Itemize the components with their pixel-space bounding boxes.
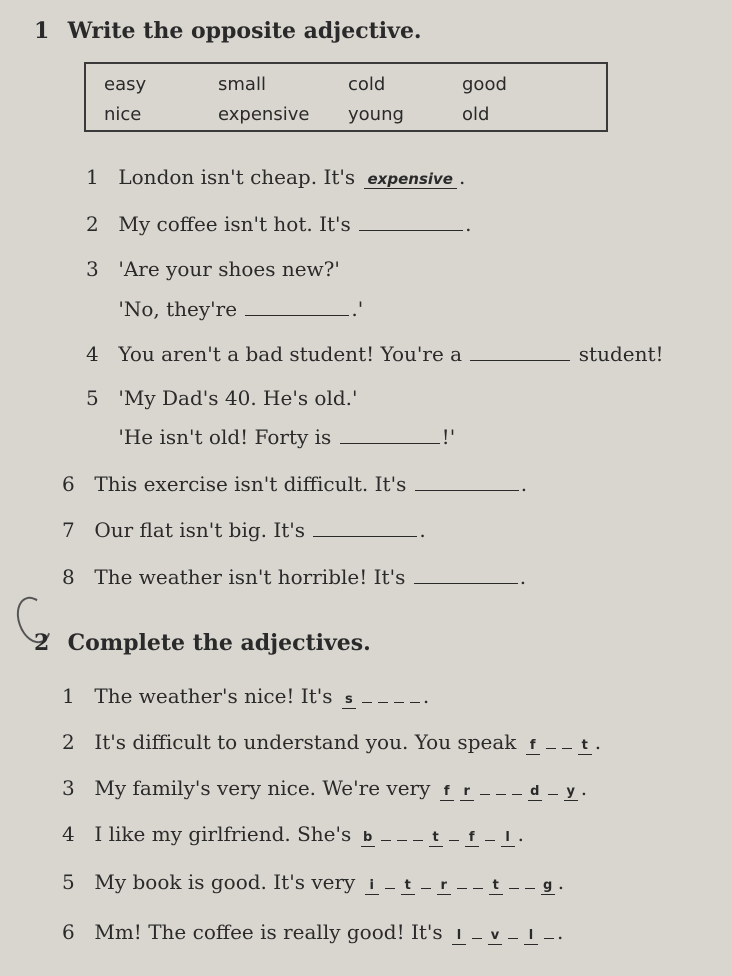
item-number: 1: [86, 165, 99, 189]
word-box-item: cold: [348, 74, 386, 95]
item-number: 3: [86, 257, 99, 281]
item-end: .: [458, 165, 466, 189]
word-box-item: easy: [104, 74, 147, 95]
ex2-item-4: [62, 822, 524, 847]
item-text: You aren't a bad student! You're a: [118, 342, 463, 366]
ex1-item-3a: [86, 257, 340, 281]
letter-hint[interactable]: t: [489, 878, 503, 895]
ex1-item-3b: [86, 297, 363, 321]
ex1-item-4: [86, 342, 664, 366]
item-number: 6: [62, 920, 75, 944]
item-text: London isn't cheap. It's: [118, 165, 356, 189]
letter-hint[interactable]: t: [429, 830, 443, 847]
letter-blank[interactable]: [473, 874, 483, 889]
item-number: 4: [62, 822, 75, 846]
letter-pattern[interactable]: [437, 776, 581, 800]
exercise-1-number: 1: [34, 18, 50, 44]
letter-blank[interactable]: [410, 688, 420, 703]
item-end: .': [351, 297, 364, 321]
answer-blank[interactable]: [359, 212, 463, 231]
letter-pattern[interactable]: [523, 730, 595, 754]
letter-blank[interactable]: [496, 780, 506, 795]
letter-blank[interactable]: [457, 874, 467, 889]
exercise-1-heading: [34, 18, 422, 44]
letter-blank[interactable]: [378, 688, 388, 703]
letter-blank[interactable]: [362, 688, 372, 703]
letter-blank[interactable]: [472, 924, 482, 939]
letter-hint[interactable]: r: [460, 784, 474, 801]
letter-pattern[interactable]: [449, 920, 557, 944]
letter-blank[interactable]: [546, 734, 556, 749]
letter-blank[interactable]: [394, 688, 404, 703]
item-end: .: [465, 212, 472, 236]
ex1-item-7: [62, 518, 426, 542]
item-text: Our flat isn't big. It's: [94, 518, 306, 542]
letter-blank[interactable]: [562, 734, 572, 749]
ex1-item-5b: [86, 425, 455, 449]
item-number: 6: [62, 472, 75, 496]
word-box-item: good: [462, 74, 507, 95]
letter-hint[interactable]: f: [440, 784, 454, 801]
answer-blank[interactable]: [313, 518, 417, 537]
item-text: My coffee isn't hot. It's: [118, 212, 351, 236]
word-box-item: small: [218, 74, 266, 95]
word-box: [84, 62, 608, 132]
letter-blank[interactable]: [385, 874, 395, 889]
item-number: 5: [62, 870, 75, 894]
item-end: student!: [578, 342, 664, 366]
item-number: 8: [62, 565, 75, 589]
letter-hint[interactable]: y: [564, 784, 578, 801]
letter-pattern[interactable]: [339, 684, 423, 708]
letter-blank[interactable]: [421, 874, 431, 889]
item-end: .: [580, 776, 588, 800]
item-end: .: [594, 730, 602, 754]
item-number: 4: [86, 342, 99, 366]
letter-blank[interactable]: [480, 780, 490, 795]
item-text: My family's very nice. We're very: [94, 776, 431, 800]
item-number: 1: [62, 684, 75, 708]
ex1-item-8: [62, 565, 526, 589]
item-text: 'Are your shoes new?': [118, 257, 340, 281]
item-number: 5: [86, 386, 99, 410]
letter-blank[interactable]: [413, 826, 423, 841]
ex2-item-2: [62, 730, 601, 755]
letter-blank[interactable]: [544, 924, 554, 939]
letter-hint[interactable]: b: [361, 830, 375, 847]
exercise-2-heading: [34, 630, 371, 656]
exercise-2-title: Complete the adjectives.: [67, 630, 371, 656]
exercise-1-title: Write the opposite adjective.: [67, 18, 422, 44]
letter-hint[interactable]: t: [578, 738, 592, 755]
letter-blank[interactable]: [525, 874, 535, 889]
word-box-item: nice: [104, 104, 142, 125]
ex2-item-6: [62, 920, 563, 945]
item-end: !': [441, 425, 456, 449]
item-text: 'My Dad's 40. He's old.': [118, 386, 358, 410]
letter-hint[interactable]: l: [524, 928, 538, 945]
letter-blank[interactable]: [397, 826, 407, 841]
item-text: The weather's nice! It's: [94, 684, 333, 708]
letter-blank[interactable]: [512, 780, 522, 795]
letter-blank[interactable]: [449, 826, 459, 841]
letter-blank[interactable]: [485, 826, 495, 841]
letter-hint[interactable]: g: [541, 878, 555, 895]
exercise-2-number: 2: [34, 630, 50, 656]
ex1-item-2: [86, 212, 472, 236]
item-text: This exercise isn't difficult. It's: [94, 472, 407, 496]
letter-hint[interactable]: d: [528, 784, 542, 801]
item-text: 'No, they're: [118, 297, 238, 321]
item-number: 2: [62, 730, 75, 754]
item-text: Mm! The coffee is really good! It's: [94, 920, 443, 944]
item-end: .: [519, 565, 527, 589]
ex2-item-1: [62, 684, 429, 709]
item-text: My book is good. It's very: [94, 870, 356, 894]
answer-blank-filled[interactable]: expensive: [364, 170, 457, 189]
answer-blank[interactable]: [245, 297, 349, 316]
item-text: 'He isn't old! Forty is: [118, 425, 332, 449]
item-end: .: [520, 472, 528, 496]
letter-hint[interactable]: i: [365, 878, 379, 895]
item-end: .: [557, 920, 564, 944]
letter-blank[interactable]: [509, 874, 519, 889]
word-box-item: old: [462, 104, 490, 125]
letter-hint[interactable]: r: [437, 878, 451, 895]
answer-blank[interactable]: [470, 342, 570, 361]
letter-hint[interactable]: l: [501, 830, 515, 847]
ex2-item-5: [62, 870, 564, 895]
letter-pattern[interactable]: [362, 870, 558, 894]
letter-blank[interactable]: [508, 924, 518, 939]
item-text: It's difficult to understand you. You speak: [94, 730, 517, 754]
item-end: .: [419, 518, 426, 542]
ex1-item-1: [86, 165, 465, 189]
letter-hint[interactable]: v: [488, 928, 502, 945]
item-end: .: [422, 684, 430, 708]
ex1-item-5a: [86, 386, 358, 410]
letter-pattern[interactable]: [358, 822, 518, 846]
letter-hint[interactable]: t: [401, 878, 415, 895]
item-end: .: [557, 870, 565, 894]
item-number: 2: [86, 212, 99, 236]
item-end: .: [517, 822, 524, 846]
item-text: The weather isn't horrible! It's: [94, 565, 406, 589]
word-box-item: expensive: [218, 104, 310, 125]
letter-blank[interactable]: [381, 826, 391, 841]
word-box-item: young: [348, 104, 404, 125]
letter-hint[interactable]: f: [465, 830, 479, 847]
ex1-item-6: [62, 472, 527, 496]
answer-blank[interactable]: [340, 425, 440, 444]
answer-blank[interactable]: [414, 565, 518, 584]
letter-hint[interactable]: s: [342, 692, 356, 709]
answer-blank[interactable]: [415, 472, 519, 491]
letter-hint[interactable]: f: [526, 738, 540, 755]
ex2-item-3: [62, 776, 587, 801]
item-number: 7: [62, 518, 75, 542]
item-text: I like my girlfriend. She's: [94, 822, 352, 846]
letter-blank[interactable]: [548, 780, 558, 795]
letter-hint[interactable]: l: [452, 928, 466, 945]
item-number: 3: [62, 776, 75, 800]
